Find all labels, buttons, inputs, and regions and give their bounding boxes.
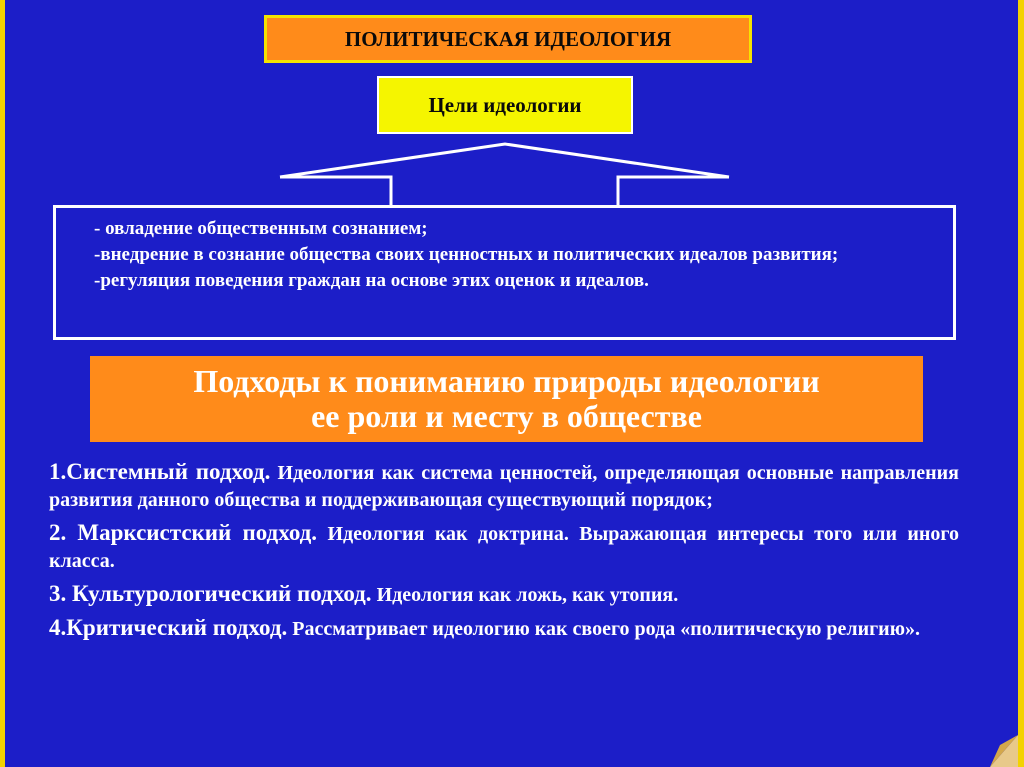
approaches-list — [49, 458, 959, 648]
page-curl-icon — [990, 735, 1018, 767]
approach-item — [49, 614, 959, 643]
approach-name: 3. Культурологический подход. — [49, 581, 372, 606]
approach-name: 2. Марксистский подход. — [49, 520, 318, 545]
approach-text: Идеология как доктрина. Выражающая интересы того или иного класса. — [49, 523, 960, 572]
approach-item — [49, 580, 959, 609]
approach-item — [49, 458, 959, 514]
approach-text: Идеология как система ценностей, определяющая основные направления развития данного общества и поддерживающая существующий порядок; — [49, 462, 959, 511]
goal-item: -регуляция поведения граждан на основе этих оценок и идеалов. — [94, 270, 649, 291]
slide — [5, 0, 1018, 767]
approach-text: Рассматривает идеологию как своего рода «политическую религию». — [292, 618, 920, 640]
goal-item: -внедрение в сознание общества своих ценностных и политических идеалов развития; — [94, 244, 839, 265]
goals-heading-text: Цели идеологии — [428, 92, 582, 117]
approach-name: 4.Критический подход. — [49, 615, 288, 640]
goals-list — [53, 205, 956, 340]
goal-item: - овладение общественным сознанием; — [94, 218, 428, 239]
approach-name: 1.Системный подход. — [49, 459, 271, 484]
approaches-heading — [90, 356, 923, 442]
approaches-heading-line2: ее роли и месту в обществе — [311, 398, 702, 434]
slide-title-text: ПОЛИТИЧЕСКАЯ ИДЕОЛОГИЯ — [344, 26, 672, 51]
connector-arrow-shape — [5, 0, 1018, 220]
approach-text: Идеология как ложь, как утопия. — [376, 584, 679, 606]
approaches-heading-line1: Подходы к пониманию природы идеологии — [193, 363, 820, 399]
approach-item — [49, 519, 959, 575]
